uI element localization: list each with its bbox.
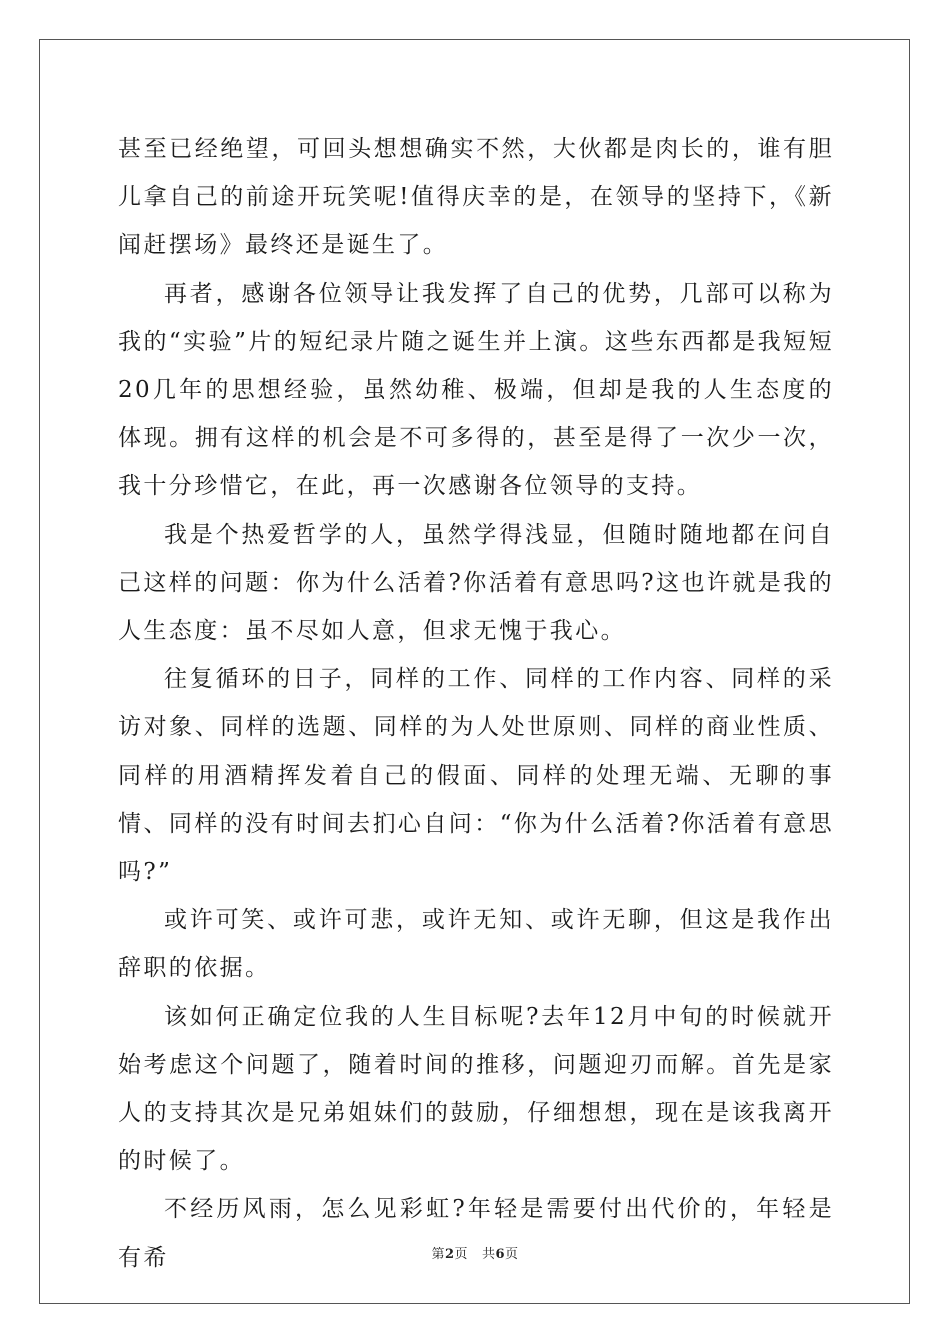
footer-total-suffix: 页: [505, 1247, 519, 1262]
paragraph-4: 往复循环的日子，同样的工作、同样的工作内容、同样的采访对象、同样的选题、同样的为人处世原则、同样的商业性质、同样的用酒精挥发着自己的假面、同样的处理无端、无聊的事情、同样的没有时间去扪心自问：“你为什么活着?你活着有意思吗?”: [118, 666, 834, 886]
paragraph-6: 该如何正确定位我的人生目标呢?去年12月中旬的时候就开始考虑这个问题了，随着时间的推移，问题迎刃而解。首先是家人的支持其次是兄弟姐妹们的鼓励，仔细想想，现在是该我离开的时候了。: [118, 1003, 834, 1175]
paragraph-2: 再者，感谢各位领导让我发挥了自己的优势，几部可以称为我的“实验”片的短纪录片随之诞生并上演。这些东西都是我短短20几年的思想经验，虽然幼稚、极端，但却是我的人生态度的体现。拥有这样的机会是不可多得的，甚至是得了一次少一次，我十分珍惜它，在此，再一次感谢各位领导的支持。: [118, 280, 834, 500]
footer-page-suffix: 页: [454, 1247, 469, 1262]
paragraph-3: 我是个热爱哲学的人，虽然学得浅显，但随时随地都在问自己这样的问题：你为什么活着?你活着有意思吗?这也许就是我的人生态度：虽不尽如人意，但求无愧于我心。: [118, 521, 834, 645]
total-page-number: 6: [495, 1247, 506, 1262]
page-number-footer: [0, 1246, 950, 1264]
paragraph-5: 或许可笑、或许可悲，或许无知、或许无聊，但这是我作出辞职的依据。: [118, 907, 834, 982]
paragraph-1: 甚至已经绝望，可回头想想确实不然，大伙都是肉长的，谁有胆儿拿自己的前途开玩笑呢!值得庆幸的是，在领导的坚持下，《新闻赶摆场》最终还是诞生了。: [118, 136, 834, 259]
document-body: [118, 125, 834, 1282]
paragraph-7: 不经历风雨，怎么见彩虹?年轻是需要付出代价的，年轻是有希: [118, 1196, 834, 1271]
footer-total-prefix: 共: [481, 1247, 496, 1262]
footer-prefix: 第: [431, 1247, 445, 1262]
current-page-number: 2: [444, 1247, 455, 1262]
